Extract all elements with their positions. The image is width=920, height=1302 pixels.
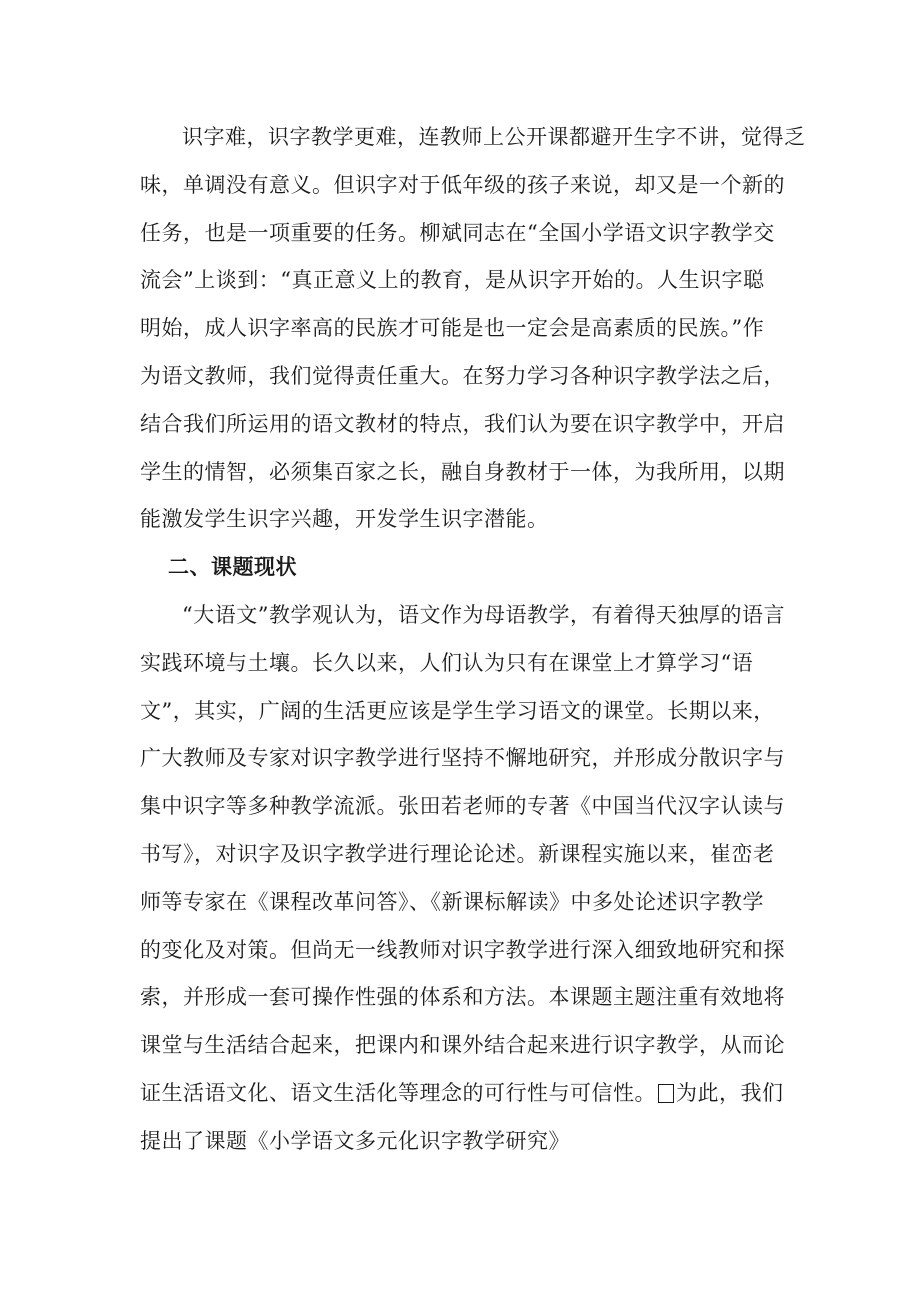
paragraph-status	[140, 592, 785, 1166]
paragraph-line: “大语文”教学观认为，语文作为母语教学，有着得天独厚的语言	[182, 602, 785, 627]
paragraph-line	[140, 1070, 784, 1118]
paragraph-line: 的变化及对策。但尚无一线教师对识字教学进行深入细致地研究和探	[140, 937, 785, 962]
paragraph-line: 流会”上谈到：“真正意义上的教育，是从识字开始的。人生识字聪	[140, 268, 765, 293]
paragraph-line: 明始，成人识字率高的民族才可能是也一定会是高素质的民族。”作	[140, 316, 765, 341]
paragraph-line: 实践环境与土壤。长久以来，人们认为只有在课堂上才算学习“语	[140, 650, 754, 675]
line-text-before-box: 证生活语文化、语文生活化等理念的可行性与可信性。	[140, 1080, 656, 1105]
paragraph-line: 为语文教师，我们觉得责任重大。在努力学习各种识字教学法之后，	[140, 363, 785, 388]
document-body	[140, 114, 806, 1166]
line-text-after-box: 为此，我们	[676, 1080, 784, 1105]
section-heading: 二、课题现状	[168, 555, 297, 580]
paragraph-line: 任务，也是一项重要的任务。柳斌同志在“全国小学语文识字教学交	[140, 220, 775, 245]
paragraph-line: 能激发学生识字兴趣，开发学生识字潜能。	[140, 507, 549, 532]
paragraph-line: 文”，其实，广阔的生活更应该是学生学习语文的课堂。长期以来，	[140, 698, 775, 723]
paragraph-line: 师等专家在《课程改革问答》、《新课标解读》中多处论述识字教学	[140, 889, 764, 914]
paragraph-line: 集中识字等多种教学流派。张田若老师的专著《中国当代汉字认读与	[140, 794, 785, 819]
paragraph-line: 学生的情智，必须集百家之长，融自身教材于一体，为我所用，以期	[140, 459, 785, 484]
paragraph-line: 书写》，对识字及识字教学进行理论论述。新课程实施以来，崔峦老	[140, 841, 775, 866]
paragraph-line: 结合我们所运用的语文教材的特点，我们认为要在识字教学中，开启	[140, 411, 785, 436]
paragraph-line: 索，并形成一套可操作性强的体系和方法。本课题主题注重有效地将	[140, 985, 785, 1010]
paragraph-line: 广大教师及专家对识字教学进行坚持不懈地研究，并形成分散识字与	[140, 746, 785, 771]
paragraph-line: 课堂与生活结合起来，把课内和课外结合起来进行识字教学，从而论	[140, 1033, 785, 1058]
missing-glyph-box-icon	[658, 1084, 674, 1103]
paragraph-line: 味，单调没有意义。但识字对于低年级的孩子来说，却又是一个新的	[140, 172, 785, 197]
paragraph-intro	[140, 114, 806, 544]
paragraph-line: 识字难，识字教学更难，连教师上公开课都避开生字不讲，觉得乏	[182, 125, 806, 149]
paragraph-line: 提出了课题《小学语文多元化识字教学研究》	[140, 1128, 570, 1153]
